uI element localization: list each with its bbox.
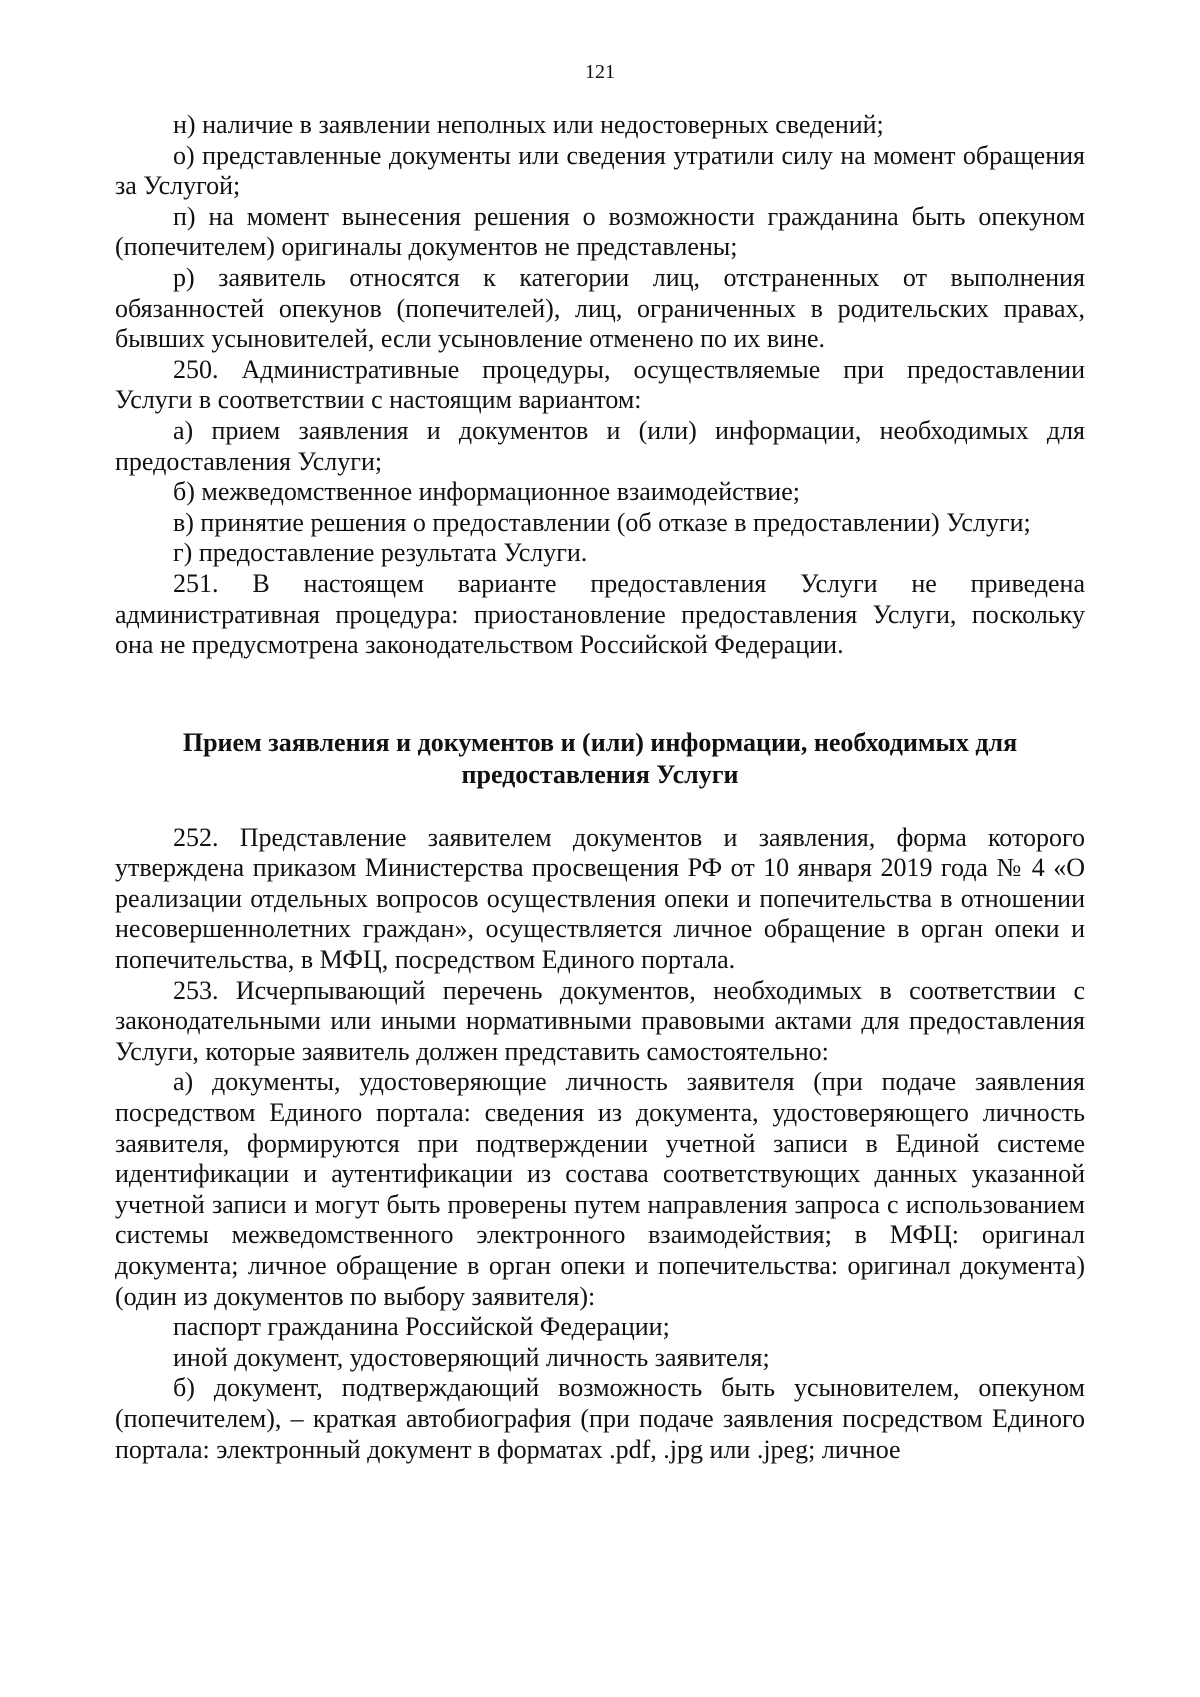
paragraph: 250. Административные процедуры, осуществляемые при предоставлении Услуги в соответствии с настоящим вариантом: bbox=[115, 354, 1085, 415]
page-number: 121 bbox=[585, 61, 615, 83]
paragraph: иной документ, удостоверяющий личность заявителя; bbox=[173, 1342, 770, 1372]
section-heading: Прием заявления и документов и (или) информации, необходимых для предоставления Услуги bbox=[182, 727, 1018, 789]
paragraph: паспорт гражданина Российской Федерации; bbox=[173, 1312, 670, 1342]
paragraphs-bottom bbox=[115, 823, 1085, 1465]
paragraph: б) документ, подтверждающий возможность быть усыновителем, опекуном (попечителем), – краткая автобиография (при подаче заявления посредством Единого портала: электронный документ в форматах .pdf, .jpg или .jpeg; личное bbox=[115, 1373, 1085, 1464]
paragraph: б) межведомственное информационное взаимодействие; bbox=[173, 477, 800, 507]
paragraph: р) заявитель относятся к категории лиц, отстраненных от выполнения обязанностей опекунов (попечителей), лиц, ограниченных в родительских правах, бывших усыновителей, если усыновление отменено по их вине. bbox=[115, 262, 1085, 354]
paragraph: в) принятие решения о предоставлении (об отказе в предоставлении) Услуги; bbox=[173, 507, 1031, 537]
paragraphs-top bbox=[115, 110, 1085, 661]
paragraph: о) представленные документы или сведения утратили силу на момент обращения за Услугой; bbox=[115, 140, 1085, 201]
paragraph: н) наличие в заявлении неполных или недостоверных сведений; bbox=[173, 110, 884, 139]
paragraph: 253. Исчерпывающий перечень документов, необходимых в соответствии с законодательными или иными нормативными правовыми актами для предоставления Услуги, которые заявитель должен представить самостоятельно: bbox=[115, 975, 1085, 1066]
paragraph: а) прием заявления и документов и (или) информации, необходимых для предоставления Услуги; bbox=[115, 415, 1085, 476]
paragraph: п) на момент вынесения решения о возможности гражданина быть опекуном (попечителем) оригиналы документов не представлены; bbox=[115, 201, 1085, 262]
paragraph: 251. В настоящем варианте предоставления Услуги не приведена административная процедура: приостановление предоставления Услуги, поскольку она не предусмотрена законодательством Российской Федерации. bbox=[115, 568, 1085, 660]
paragraph: 252. Представление заявителем документов и заявления, форма которого утверждена приказом Министерства просвещения РФ от 10 января 2019 года № 4 «О реализации отдельных вопросов осуществления опеки и попечительства в отношении несовершеннолетних граждан», осуществляется личное обращение в орган опеки и попечительства, в МФЦ, посредством Единого портала. bbox=[115, 822, 1085, 975]
paragraph: а) документы, удостоверяющие личность заявителя (при подаче заявления посредством Единого портала: сведения из документа, удостоверяющего личность заявителя, формируются при подтверждении учетной записи в Единой системе идентификации и аутентификации из состава соответствующих данных указанной учетной записи и могут быть проверены путем направления запроса с использованием системы межведомственного электронного взаимодействия; в МФЦ: оригинал документа; личное обращение в орган опеки и попечительства: оригинал документа) (один из документов по выбору заявителя): bbox=[115, 1067, 1085, 1311]
paragraph: г) предоставление результата Услуги. bbox=[173, 538, 588, 568]
